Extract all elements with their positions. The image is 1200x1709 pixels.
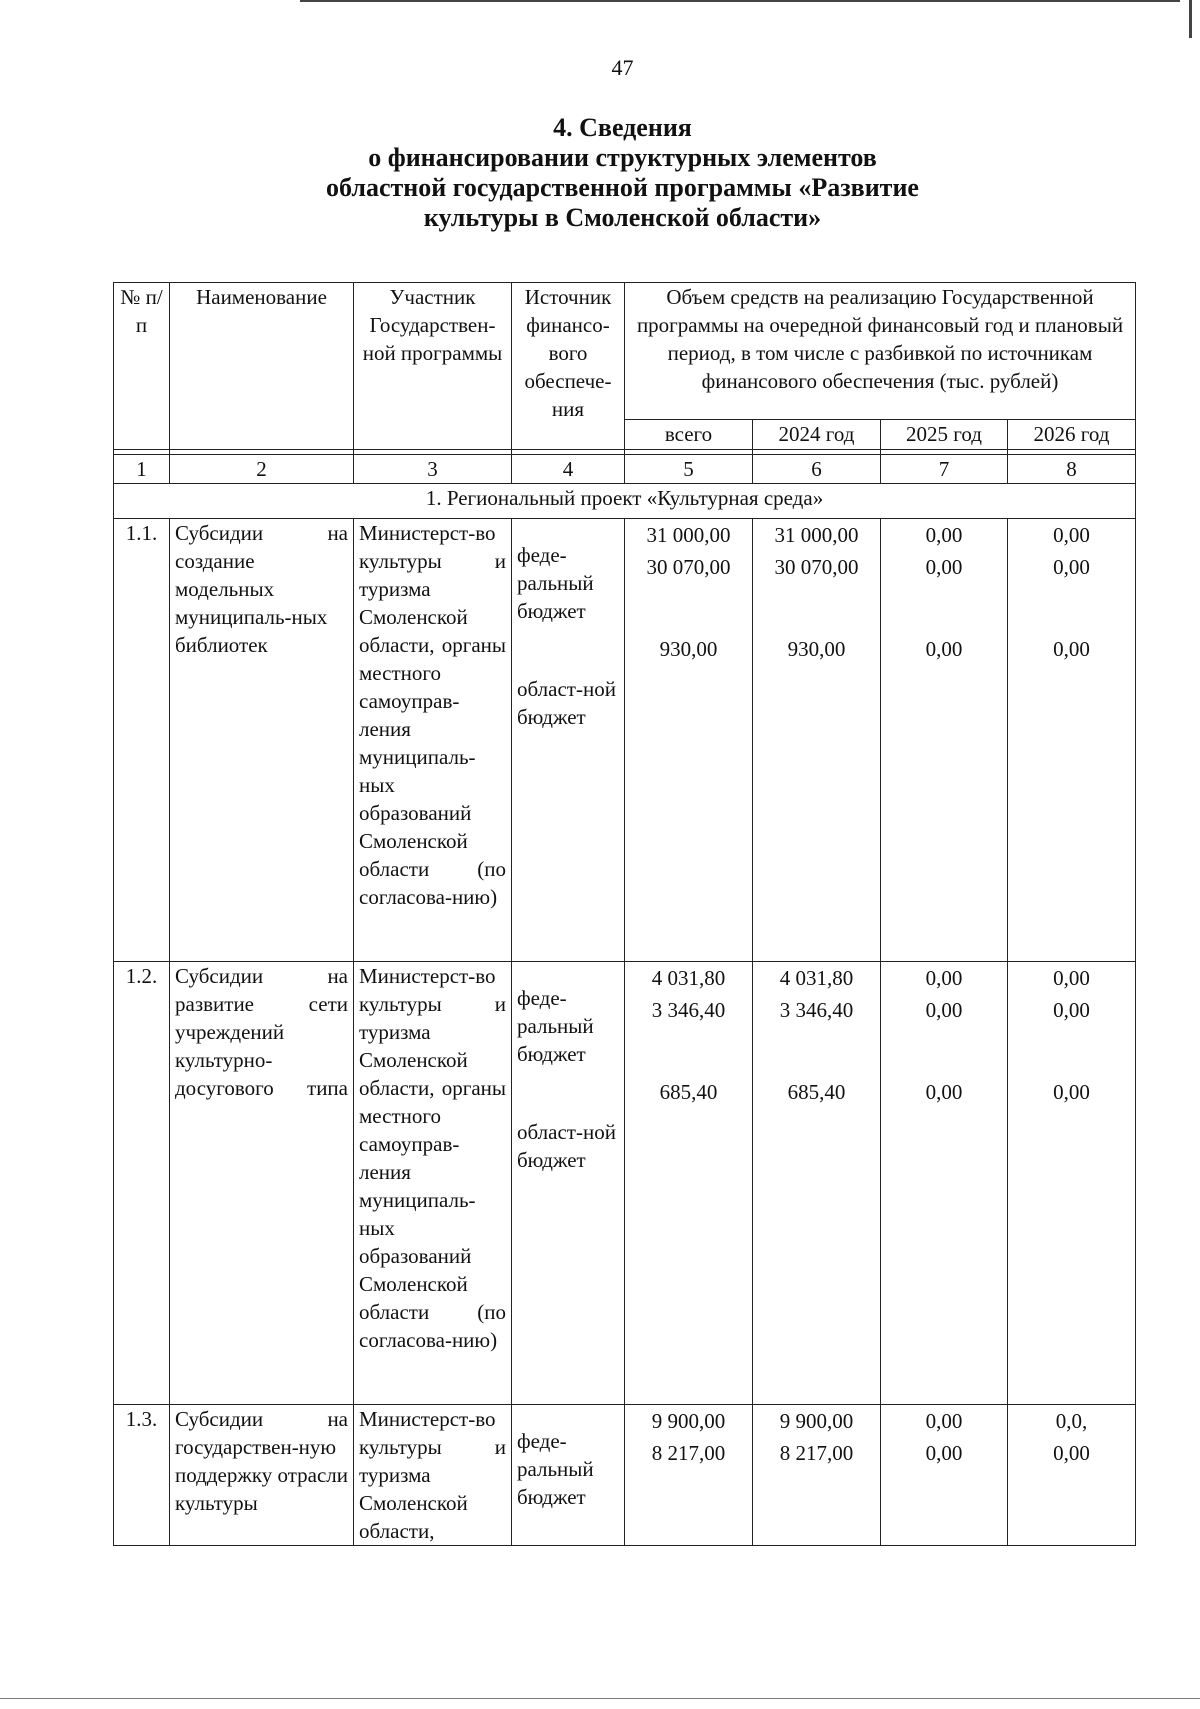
header-volume: Объем средств на реализацию Государственной программы на очередной финансовый год и плановый период, в том числе с разбивкой по источникам финансового обеспечения (тыс. рублей) <box>625 283 1136 420</box>
column-number: 4 <box>512 455 625 484</box>
column-numbers-row <box>114 455 1136 484</box>
source-federal: феде-ральный бюджет <box>517 543 594 623</box>
value-cell: 0,00 <box>1053 555 1090 579</box>
header-num: № п/п <box>114 283 170 450</box>
source-federal: феде-ральный бюджет <box>517 986 594 1066</box>
value-cell: 9 900,00 <box>651 1409 726 1433</box>
header-source: Источник финансо-вого обеспече-ния <box>512 283 625 450</box>
value-cell: 0,00 <box>1053 637 1090 661</box>
value-cell: 31 000,00 <box>646 523 731 547</box>
row-2024 <box>753 1405 881 1546</box>
column-number: 3 <box>354 455 512 484</box>
header-row-1 <box>114 283 1136 420</box>
row-participant: Министерст-во культуры и туризма Смоленской области, <box>354 1405 512 1546</box>
value-cell: 30 070,00 <box>774 555 859 579</box>
document-title <box>0 113 1200 233</box>
row-2026 <box>1008 962 1136 1405</box>
header-2024: 2024 год <box>753 420 881 450</box>
value-cell: 8 217,00 <box>651 1441 726 1465</box>
value-cell: 0,0, <box>1055 1409 1088 1433</box>
header-2026: 2026 год <box>1008 420 1136 450</box>
value-cell: 0,00 <box>925 966 963 990</box>
value-cell: 4 031,80 <box>651 966 726 990</box>
header-total: всего <box>625 420 753 450</box>
value-cell: 4 031,80 <box>779 966 854 990</box>
row-total <box>625 962 753 1405</box>
section-title: 1. Региональный проект «Культурная среда» <box>114 484 1136 519</box>
value-cell: 0,00 <box>1053 523 1090 547</box>
scan-edge-bottom <box>0 1698 1200 1699</box>
page-number: 47 <box>611 55 634 80</box>
value-cell: 0,00 <box>925 523 963 547</box>
row-2025 <box>881 1405 1008 1546</box>
value-cell: 930,00 <box>787 637 846 661</box>
value-cell: 0,00 <box>925 1080 963 1104</box>
title-line-4: культуры в Смоленской области» <box>423 203 822 232</box>
row-2026 <box>1008 1405 1136 1546</box>
value-cell: 0,00 <box>1053 1441 1090 1465</box>
value-cell: 31 000,00 <box>774 523 859 547</box>
value-cell: 3 346,40 <box>651 998 726 1022</box>
header-participant: Участник Государствен-ной программы <box>354 283 512 450</box>
row-sources <box>512 962 625 1405</box>
table-row <box>114 519 1136 962</box>
table-row <box>114 1405 1136 1546</box>
title-line-2: о финансировании структурных элементов <box>368 143 877 172</box>
title-line-1: 4. Сведения <box>553 113 692 142</box>
scan-edge-right <box>1189 0 1192 38</box>
value-cell: 0,00 <box>1053 966 1090 990</box>
value-cell: 0,00 <box>925 1441 963 1465</box>
row-2025 <box>881 519 1008 962</box>
row-2024 <box>753 962 881 1405</box>
row-total <box>625 1405 753 1546</box>
source-regional: област-ной бюджет <box>517 1120 616 1172</box>
header-2025: 2025 год <box>881 420 1008 450</box>
table-row <box>114 962 1136 1405</box>
scan-edge-top <box>300 0 1180 2</box>
source-federal: феде-ральный бюджет <box>517 1429 594 1509</box>
row-2025 <box>881 962 1008 1405</box>
column-number: 2 <box>170 455 354 484</box>
value-cell: 685,40 <box>659 1080 718 1104</box>
row-participant: Министерст-во культуры и туризма Смоленской области, органы местного самоуправ-ления муниципаль-ных образований Смоленской области (по согласова-нию) <box>354 519 512 962</box>
title-line-3: областной государственной программы «Развитие <box>326 173 919 202</box>
value-cell: 0,00 <box>925 1409 963 1433</box>
row-sources <box>512 519 625 962</box>
value-cell: 685,40 <box>787 1080 846 1104</box>
row-total <box>625 519 753 962</box>
row-number: 1.3. <box>114 1405 170 1546</box>
section-row <box>114 484 1136 519</box>
value-cell: 0,00 <box>925 555 963 579</box>
row-name: Субсидии на создание модельных муниципаль-ных библиотек <box>170 519 354 962</box>
value-cell: 9 900,00 <box>779 1409 854 1433</box>
row-participant: Министерст-во культуры и туризма Смоленской области, органы местного самоуправ-ления муниципаль-ных образований Смоленской области (по согласова-нию) <box>354 962 512 1405</box>
source-regional: област-ной бюджет <box>517 677 616 729</box>
value-cell: 0,00 <box>925 637 963 661</box>
value-cell: 8 217,00 <box>779 1441 854 1465</box>
column-number: 7 <box>881 455 1008 484</box>
column-number: 1 <box>114 455 170 484</box>
value-cell: 0,00 <box>1053 998 1090 1022</box>
row-name: Субсидии на государствен-ную поддержку отрасли культуры <box>170 1405 354 1546</box>
financing-table <box>113 282 1136 1546</box>
row-number: 1.1. <box>114 519 170 962</box>
column-number: 5 <box>625 455 753 484</box>
row-number: 1.2. <box>114 962 170 1405</box>
value-cell: 30 070,00 <box>646 555 731 579</box>
value-cell: 930,00 <box>659 637 718 661</box>
column-number: 8 <box>1008 455 1136 484</box>
value-cell: 0,00 <box>925 998 963 1022</box>
row-2026 <box>1008 519 1136 962</box>
row-2024 <box>753 519 881 962</box>
header-name: Наименование <box>170 283 354 450</box>
row-name: Субсидии на развитие сети учреждений культурно-досугового типа <box>170 962 354 1405</box>
value-cell: 0,00 <box>1053 1080 1090 1104</box>
column-number: 6 <box>753 455 881 484</box>
row-sources <box>512 1405 625 1546</box>
value-cell: 3 346,40 <box>779 998 854 1022</box>
